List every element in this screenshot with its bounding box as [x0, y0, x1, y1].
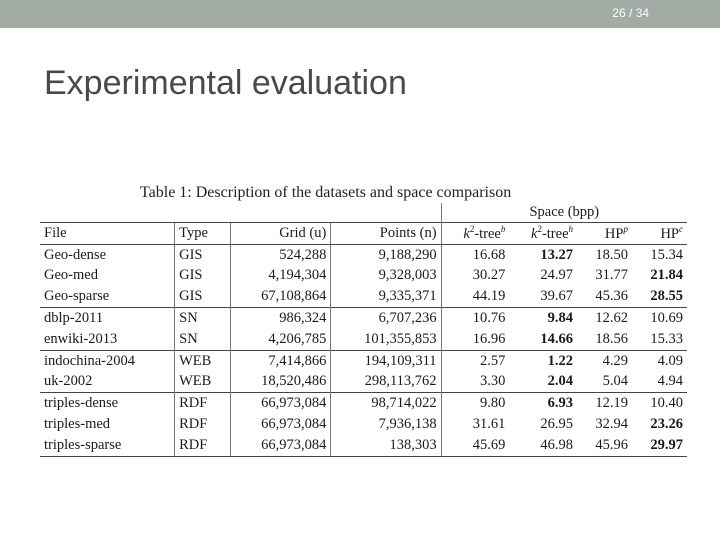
cell-k2tree-b: 10.76: [441, 308, 509, 329]
cell-points: 9,188,290: [331, 244, 441, 265]
col-file: File: [40, 223, 175, 245]
col-hp-c: $HP^c$: [632, 223, 687, 245]
cell-file: dblp-2011: [40, 308, 175, 329]
cell-file: triples-sparse: [40, 435, 175, 456]
table-row: [40, 244, 687, 265]
cell-k2tree-b: 31.61: [441, 414, 509, 435]
cell-k2tree-b: 16.68: [441, 244, 509, 265]
table-row: [40, 308, 687, 329]
cell-k2tree-b: 9.80: [441, 393, 509, 414]
cell-k2tree-h: 1.22: [509, 350, 577, 371]
cell-hp-p: 32.94: [595, 416, 628, 433]
table-caption: Table 1: Description of the datasets and space comparison: [140, 184, 512, 201]
cell-grid: 67,108,864: [230, 286, 330, 307]
cell-hp-p: 12.62: [577, 308, 632, 329]
cell-file: Geo-dense: [44, 246, 107, 263]
top-bar: [0, 0, 720, 28]
cell-k2tree-h: 13.27: [540, 246, 574, 263]
cell-points: 6,707,236: [331, 308, 441, 329]
cell-hp-c: 4.09: [632, 350, 687, 371]
cell-hp-p: 18.56: [595, 330, 628, 347]
cell-points: 9,328,003: [331, 266, 441, 287]
cell-type: RDF: [175, 414, 231, 435]
cell-type: SN: [175, 308, 231, 329]
cell-grid: 986,324: [230, 308, 330, 329]
cell-type: GIS: [175, 266, 231, 287]
cell-grid: 66,973,084: [230, 393, 330, 414]
cell-k2tree-b: 30.27: [441, 266, 509, 287]
cell-hp-c: 10.69: [632, 308, 687, 329]
cell-k2tree-h: 6.93: [509, 393, 577, 414]
cell-type: WEB: [175, 350, 231, 371]
table-row: [40, 266, 687, 287]
cell-hp-p: 45.36: [595, 288, 628, 305]
cell-points: 101,355,853: [331, 329, 441, 350]
col-k2tree-h: $k^2-tree^h$: [509, 223, 577, 245]
cell-k2tree-b: 16.96: [441, 329, 509, 350]
dataset-table: [40, 203, 687, 457]
cell-hp-c: 15.34: [650, 246, 683, 263]
cell-k2tree-h: 14.66: [540, 330, 574, 347]
cell-k2tree-b: 2.57: [441, 350, 509, 371]
cell-grid: 4,206,785: [230, 329, 330, 350]
table-row: [40, 329, 687, 350]
cell-k2tree-h: 2.04: [547, 373, 574, 390]
col-points: Points (n): [331, 223, 441, 245]
cell-points: 194,109,311: [331, 350, 441, 371]
cell-grid: 66,973,084: [230, 414, 330, 435]
cell-k2tree-h: 39.67: [540, 288, 574, 305]
cell-hp-c: 28.55: [650, 288, 683, 305]
cell-hp-p: 18.50: [595, 246, 628, 263]
col-type: Type: [175, 223, 231, 245]
page-number: 26 / 34: [612, 6, 649, 20]
cell-hp-c: 10.40: [632, 393, 687, 414]
cell-k2tree-b: 44.19: [441, 286, 509, 307]
cell-k2tree-h: 24.97: [540, 267, 574, 284]
cell-k2tree-h: 9.84: [509, 308, 577, 329]
cell-hp-p: 45.96: [577, 435, 632, 456]
cell-hp-c: 21.84: [650, 267, 683, 284]
table-row: [40, 435, 687, 456]
cell-points: 9,335,371: [331, 286, 441, 307]
slide-title: Experimental evaluation: [44, 64, 407, 102]
cell-grid: 524,288: [230, 244, 330, 265]
cell-file: triples-dense: [40, 393, 175, 414]
cell-file: enwiki-2013: [44, 330, 118, 347]
cell-type: WEB: [175, 372, 231, 393]
cell-hp-c: 4.94: [657, 373, 683, 390]
cell-points: 298,113,762: [331, 372, 441, 393]
cell-grid: 66,973,084: [230, 435, 330, 456]
col-k2tree-b: $k^2-tree^b$: [441, 223, 509, 245]
cell-k2tree-h: 26.95: [540, 416, 574, 433]
space-group-header: Space (bpp): [441, 203, 687, 223]
cell-file: Geo-med: [44, 267, 98, 284]
cell-hp-p: 31.77: [595, 267, 628, 284]
cell-k2tree-h: 46.98: [509, 435, 577, 456]
cell-points: 98,714,022: [331, 393, 441, 414]
cell-points: 7,936,138: [331, 414, 441, 435]
col-hp-p: $HP^p$: [577, 223, 632, 245]
cell-hp-c: 29.97: [632, 435, 687, 456]
cell-file: uk-2002: [44, 373, 93, 390]
cell-grid: 4,194,304: [230, 266, 330, 287]
cell-type: RDF: [175, 435, 231, 456]
cell-grid: 7,414,866: [230, 350, 330, 371]
cell-grid: 18,520,486: [230, 372, 330, 393]
table-row: [40, 372, 687, 393]
table-row: [40, 393, 687, 414]
cell-type: RDF: [175, 393, 231, 414]
cell-hp-p: 4.29: [577, 350, 632, 371]
cell-hp-p: 5.04: [602, 373, 628, 390]
cell-hp-c: 15.33: [650, 330, 683, 347]
table-body: [40, 244, 687, 456]
col-grid: Grid (u): [230, 223, 330, 245]
table-figure: [40, 183, 688, 457]
cell-k2tree-b: 45.69: [441, 435, 509, 456]
cell-file: indochina-2004: [40, 350, 175, 371]
table-row: [40, 350, 687, 371]
table-row: [40, 414, 687, 435]
cell-points: 138,303: [331, 435, 441, 456]
cell-type: GIS: [175, 244, 231, 265]
table-row: [40, 286, 687, 307]
cell-type: SN: [175, 329, 231, 350]
cell-type: GIS: [175, 286, 231, 307]
cell-hp-p: 12.19: [577, 393, 632, 414]
cell-k2tree-b: 3.30: [441, 372, 509, 393]
cell-hp-c: 23.26: [650, 416, 683, 433]
cell-file: Geo-sparse: [44, 288, 110, 305]
cell-file: triples-med: [44, 416, 111, 433]
